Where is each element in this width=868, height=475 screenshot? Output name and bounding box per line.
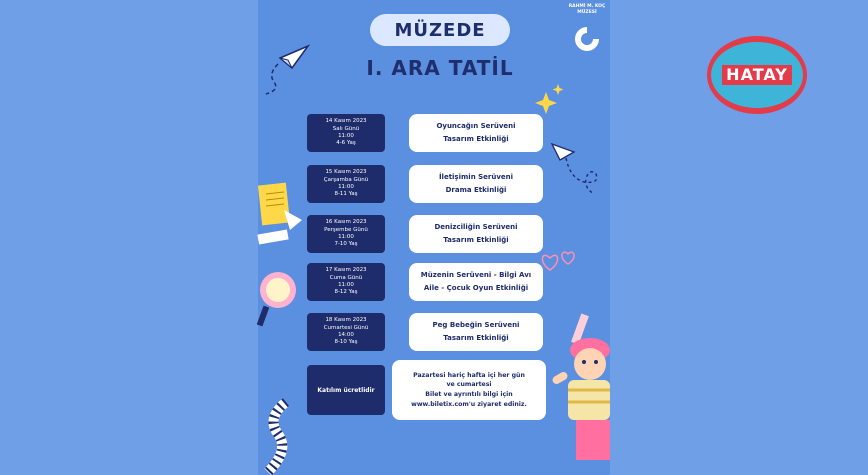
- info-box: [392, 360, 546, 420]
- event-day: Salı Günü: [332, 125, 360, 132]
- info-line: Pazartesi hariç hafta içi her gün: [413, 371, 525, 379]
- poster-title: MÜZEDE: [370, 14, 510, 46]
- info-line: www.biletix.com'u ziyaret ediniz.: [411, 400, 527, 408]
- event-time: 11:00: [338, 184, 354, 190]
- event-type: Tasarım Etkinliği: [443, 334, 509, 342]
- hearts-icon: [540, 244, 580, 280]
- event-age: 8-10 Yaş: [334, 339, 358, 346]
- event-time: 14:00: [338, 332, 354, 338]
- hatay-badge-logo: [707, 36, 807, 114]
- event-date: 18 Kasım 2023: [325, 317, 367, 324]
- event-description: [409, 263, 543, 301]
- notebook-icon: [254, 180, 306, 252]
- event-title: İletişimin Serüveni: [438, 172, 514, 181]
- sparkle-icon: [534, 82, 566, 118]
- event-date: 16 Kasım 2023: [325, 219, 367, 226]
- mirror-icon: [256, 268, 302, 328]
- event-date-box: [307, 313, 385, 351]
- event-time: 11:00: [338, 133, 354, 139]
- event-date-box: [307, 215, 385, 253]
- event-day: Cumartesi Günü: [323, 324, 369, 331]
- event-description: [409, 215, 543, 253]
- event-date: 15 Kasım 2023: [325, 169, 367, 176]
- squiggle-icon: [256, 398, 300, 475]
- event-date-box: [307, 165, 385, 203]
- event-time: 11:00: [338, 234, 354, 240]
- event-day: Cuma Günü: [329, 274, 363, 281]
- event-date: 14 Kasım 2023: [325, 118, 367, 125]
- paper-plane-right-icon: [550, 138, 606, 196]
- event-type: Aile - Çocuk Oyun Etkinliği: [423, 284, 529, 292]
- event-day: Perşembe Günü: [324, 226, 368, 233]
- event-title: Müzenin Serüveni - Bilgi Avı: [420, 270, 532, 279]
- event-age: 4-6 Yaş: [336, 140, 356, 147]
- museum-logo: [565, 2, 609, 62]
- event-title: Denizciliğin Serüveni: [434, 222, 518, 231]
- museum-logo-text: RAHMİ M. KOÇ MÜZESİ: [568, 4, 606, 15]
- event-time: 11:00: [338, 282, 354, 288]
- child-illustration: [546, 310, 610, 475]
- event-day: Çarşamba Günü: [323, 176, 369, 183]
- event-type: Drama Etkinliği: [445, 186, 507, 194]
- event-age: 8-12 Yaş: [334, 289, 358, 296]
- info-line: Bilet ve ayrıntılı bilgi için: [425, 391, 513, 398]
- event-age: 8-11 Yaş: [334, 191, 358, 198]
- hatay-badge-text: HATAY: [722, 65, 792, 84]
- event-description: [409, 313, 543, 351]
- event-date: 17 Kasım 2023: [325, 267, 367, 274]
- hatay-badge-inner: [711, 42, 803, 108]
- event-age: 7-10 Yaş: [334, 241, 358, 248]
- event-title: Peg Bebeğin Serüveni: [432, 320, 520, 329]
- event-date-box: [307, 114, 385, 152]
- event-description: [409, 114, 543, 152]
- poster-subtitle: I. ARA TATİL: [366, 56, 514, 80]
- fee-notice: Katılım ücretlidir: [307, 365, 385, 415]
- event-title: Oyuncağın Serüveni: [436, 121, 516, 130]
- event-description: [409, 165, 543, 203]
- event-type: Tasarım Etkinliği: [443, 236, 509, 244]
- info-line: ve cumartesi: [446, 381, 492, 389]
- event-type: Tasarım Etkinliği: [443, 135, 509, 143]
- paper-plane-icon: [262, 42, 312, 97]
- event-date-box: [307, 263, 385, 301]
- museum-logo-icon: [569, 24, 605, 54]
